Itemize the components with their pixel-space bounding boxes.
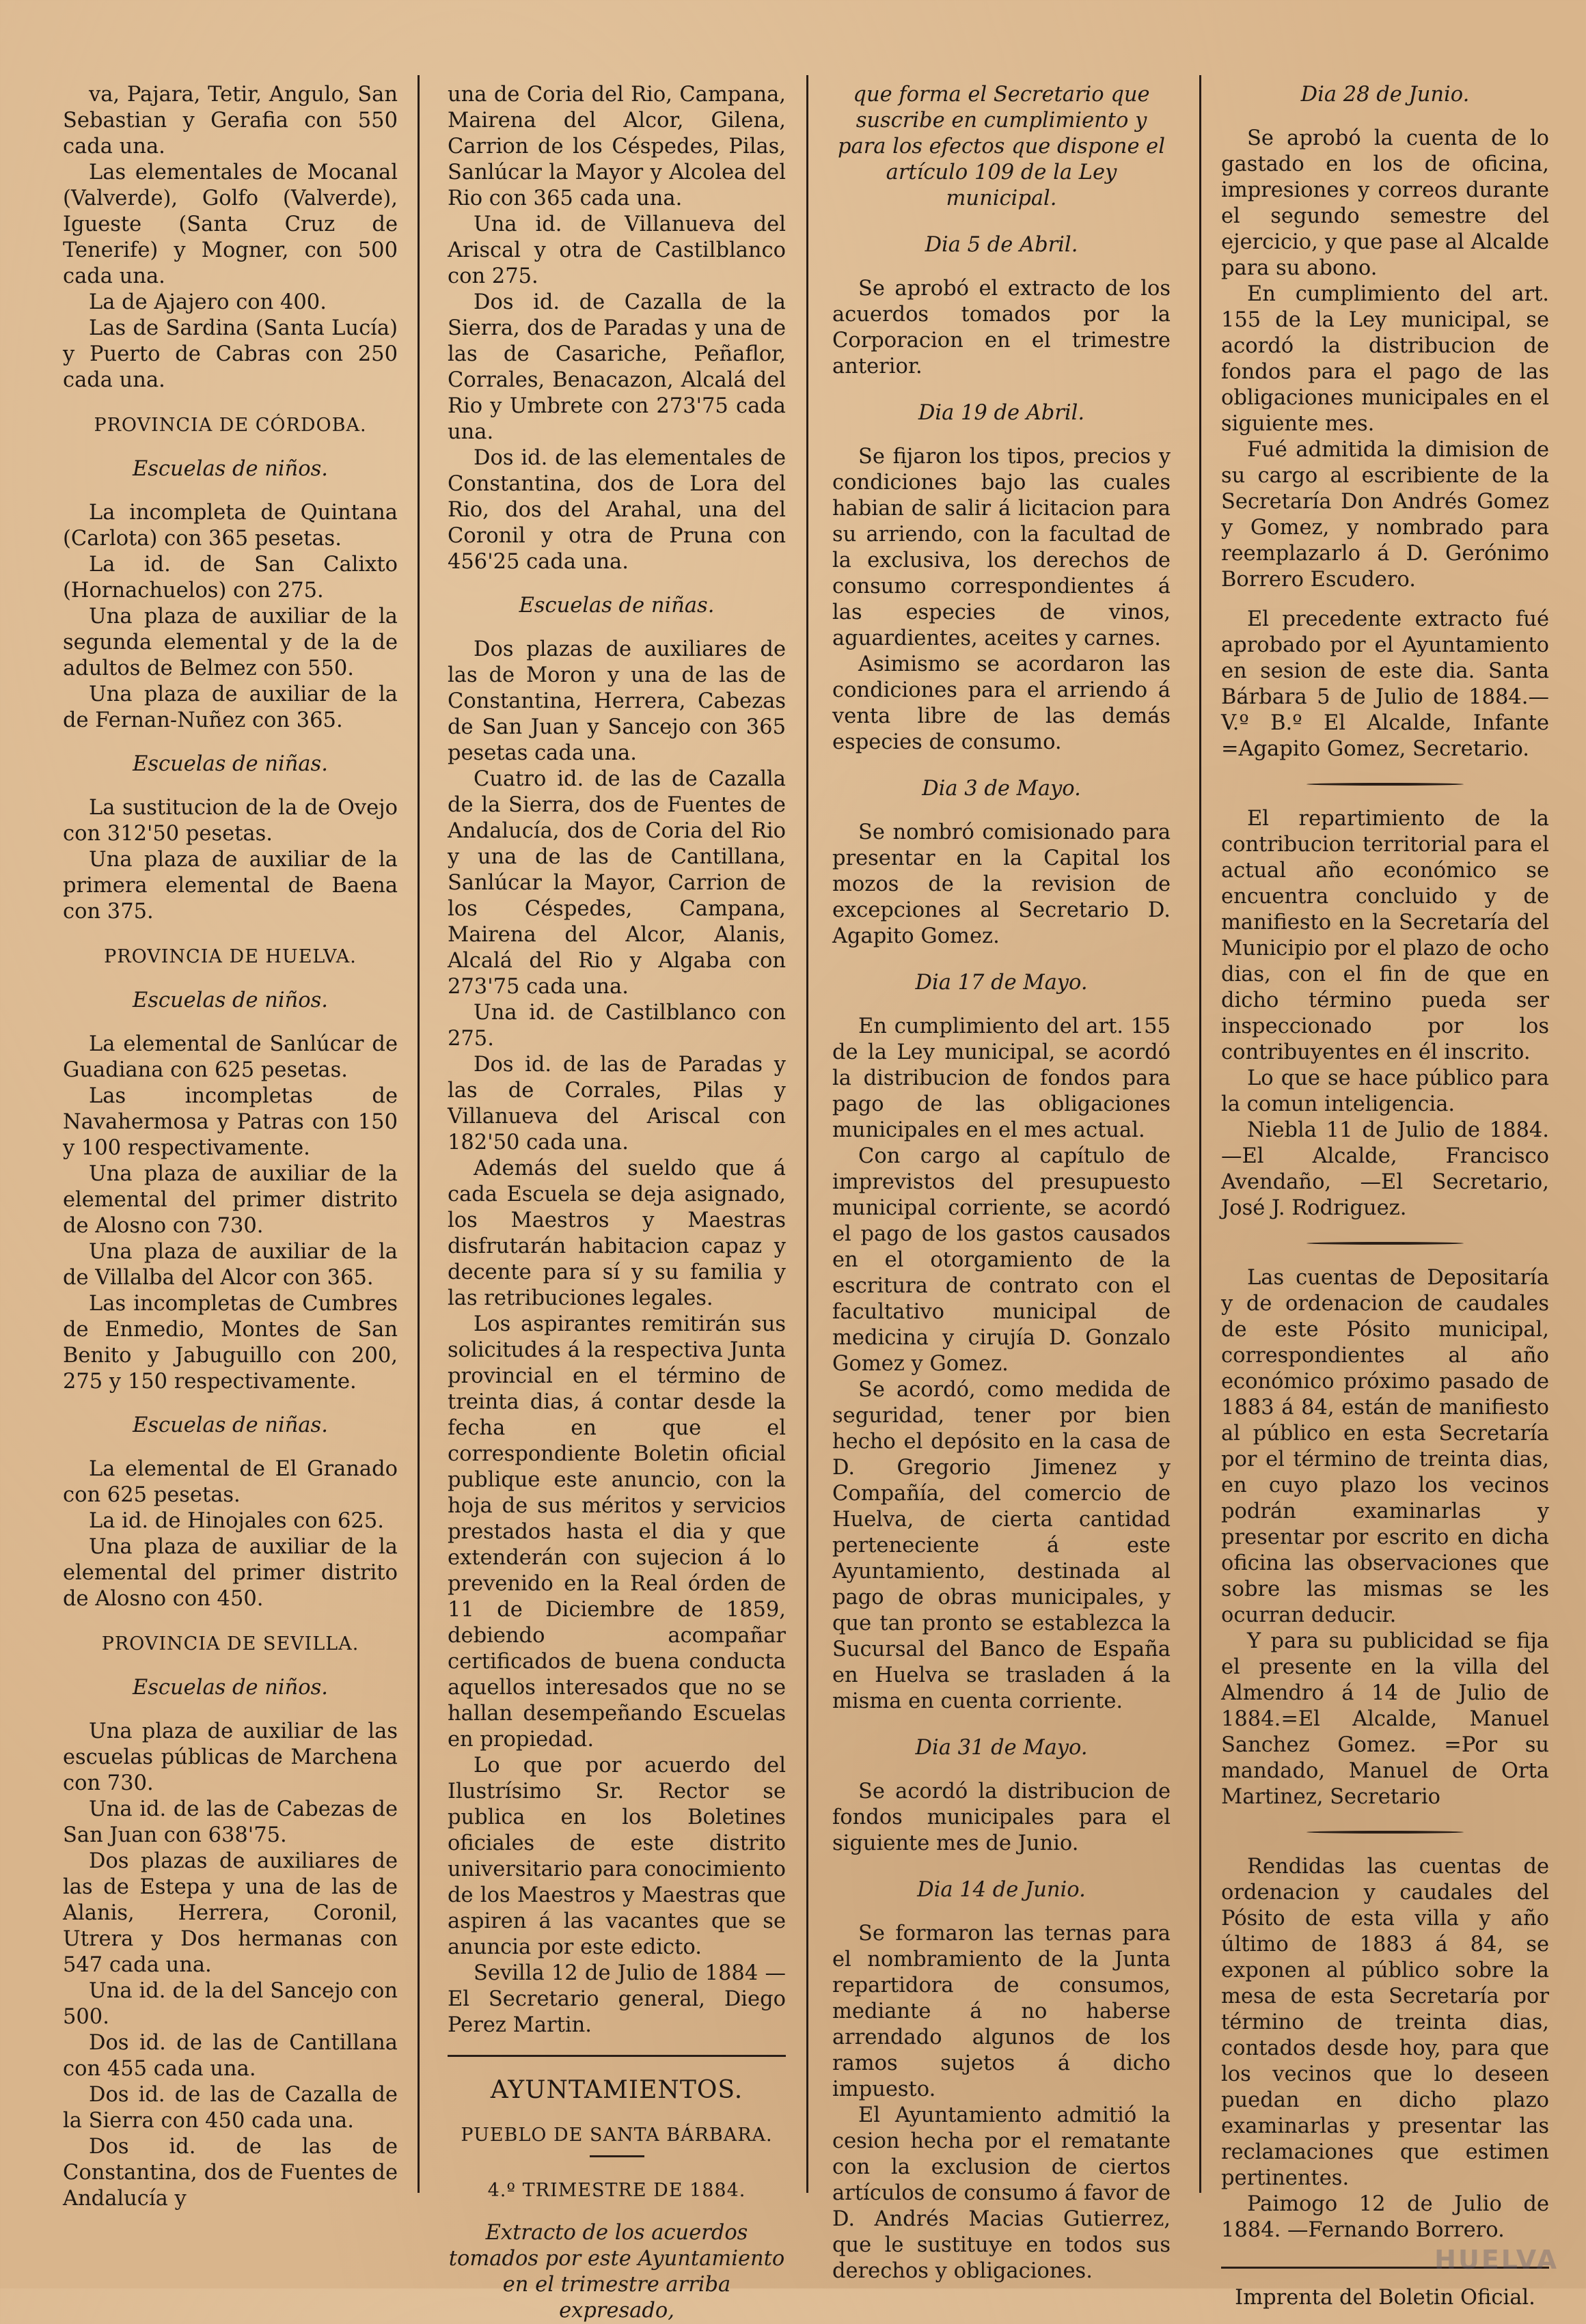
ayuntamientos-heading: AYUNTAMIENTOS. xyxy=(490,2076,743,2104)
date-heading: Dia 3 de Mayo. xyxy=(922,777,1081,801)
text-paragraph: Rendidas las cuentas de ordenacion y caudales del Pósito de esta villa y año último de 1883 á 84, se exponen al público sobre la mesa de esta Secretaría por término de treinta dias, contados desde hoy, para que los vecinos que lo deseen puedan en dicho plazo examinarlas y presentar las reclamaciones que estimen pertinentes. xyxy=(1221,1855,1549,2190)
text-paragraph: Una id. de la del Sancejo con 500. xyxy=(63,1979,398,2029)
text-paragraph: Una plaza de auxiliar de la elemental del primer distrito de Alosno con 450. xyxy=(63,1535,398,1611)
divider xyxy=(590,2155,644,2157)
column-rule-1 xyxy=(418,75,420,2193)
text-paragraph: Se nombró comisionado para presentar en la Capital los mozos de la revision de excepciones al Secretario D. Agapito Gomez. xyxy=(832,820,1171,948)
subsection-heading: Escuelas de niños. xyxy=(133,457,328,481)
text-paragraph: Dos plazas de auxiliares de las de Estepa y una de las de Alanis, Herrera, Coronil, Utrera y Dos hermanas con 547 cada una. xyxy=(63,1849,398,1977)
text-paragraph: una de Coria del Rio, Campana, Mairena del Alcor, Gilena, Carrion de los Céspedes, Pilas, Sanlúcar la Mayor y Alcolea del Rio con 365 cada una. xyxy=(448,83,786,210)
text-paragraph: que forma el Secretario que suscribe en cumplimiento y para los efectos que dispone el artículo 109 de la Ley municipal. xyxy=(838,83,1165,210)
text-paragraph: Dos id. de las elementales de Constantina, dos de Lora del Rio, dos del Arahal, una del Coronil y otra de Pruna con 456'25 cada una. xyxy=(448,446,786,574)
column-1 xyxy=(63,82,398,2212)
text-paragraph: Una id. de las de Cabezas de San Juan con 638'75. xyxy=(63,1797,398,1847)
text-paragraph: Dos id. de las de Cazalla de la Sierra con 450 cada una. xyxy=(63,2083,398,2133)
text-paragraph: Con cargo al capítulo de imprevistos del presupuesto municipal corriente, se acordó el pago de los gastos causados en el otorgamiento de la escritura de contrato con el facultativo municipal de medicina y cirujía D. Gonzalo Gomez y Gomez. xyxy=(832,1144,1171,1376)
subsection-heading: Escuelas de niños. xyxy=(133,1676,328,1700)
subsection-heading: Escuelas de niñas. xyxy=(133,1413,328,1437)
column-3 xyxy=(832,82,1171,2284)
column-rule-2 xyxy=(806,75,808,2193)
date-heading: Dia 5 de Abril. xyxy=(925,233,1078,257)
text-paragraph: Los aspirantes remitirán sus solicitudes á la respectiva Junta provincial en el término de treinta dias, á contar desde la fecha en que el correspondiente Boletin oficial publique este anuncio, con la hoja de sus méritos y servicios prestados hasta el dia y que extenderán con sujecion á lo prevenido en la Real órden de 11 de Diciembre de 1859, debiendo acompañar certificados de buena conducta aquellos interesados que no se hallan desempeñando Escuelas en propiedad. xyxy=(448,1312,786,1752)
ornament-divider xyxy=(1307,783,1464,786)
text-paragraph: Una plaza de auxiliar de la de Fernan-Nuñez con 365. xyxy=(63,682,398,732)
text-paragraph: Una plaza de auxiliar de la elemental del primer distrito de Alosno con 730. xyxy=(63,1162,398,1238)
text-paragraph: El precedente extracto fué aprobado por el Ayuntamiento en sesion de este dia. Santa Bárbara 5 de Julio de 1884.—V.º B.º El Alcalde, Infante =Agapito Gomez, Secretario. xyxy=(1221,607,1549,761)
text-paragraph: Además del sueldo que á cada Escuela se deja asignado, los Maestros y Maestras disfrutarán habitacion capaz y decente para sí y su familia y las retribuciones legales. xyxy=(448,1157,786,1310)
section-heading: PROVINCIA DE HUELVA. xyxy=(104,946,357,967)
text-paragraph: Paimogo 12 de Julio de 1884. —Fernando Borrero. xyxy=(1221,2192,1549,2242)
text-paragraph: Las de Sardina (Santa Lucía) y Puerto de Cabras con 250 cada una. xyxy=(63,316,398,392)
text-paragraph: Las incompletas de Navahermosa y Patras con 150 y 100 respectivamente. xyxy=(63,1084,398,1160)
section-heading: PROVINCIA DE SEVILLA. xyxy=(101,1633,359,1655)
text-paragraph: Una id. de Castilblanco con 275. xyxy=(448,1001,786,1051)
text-paragraph: La id. de Hinojales con 625. xyxy=(89,1509,384,1533)
text-paragraph: Lo que se hace público para la comun inteligencia. xyxy=(1221,1066,1549,1116)
text-paragraph: Una plaza de auxiliar de la primera elemental de Baena con 375. xyxy=(63,848,398,924)
date-heading: Dia 14 de Junio. xyxy=(917,1878,1086,1902)
section-heading: 4.º TRIMESTRE DE 1884. xyxy=(487,2180,746,2201)
column-2 xyxy=(448,82,786,2324)
section-heading: PROVINCIA DE CÓRDOBA. xyxy=(94,415,367,436)
subsection-heading: Escuelas de niños. xyxy=(133,988,328,1012)
text-paragraph: Extracto de los acuerdos tomados por este Ayuntamiento en el trimestre arriba expresado, xyxy=(448,2221,785,2323)
text-paragraph: La id. de San Calixto (Hornachuelos) con 275. xyxy=(63,553,398,603)
text-paragraph: Dos id. de Cazalla de la Sierra, dos de Paradas y una de las de Casariche, Peñaflor, Corrales, Benacazon, Alcalá del Rio y Umbrete con 273'75 cada una. xyxy=(448,290,786,444)
text-paragraph: Las cuentas de Depositaría y de ordenacion de caudales de este Pósito municipal, correspondientes al año económico próximo pasado de 1883 á 84, están de manifiesto al público en esta Secretaría por el término de treinta dias, en cuyo plazo los vecinos podrán examinarlas y presentar por escrito en dicha oficina las observaciones que sobre las mismas se les ocurran deducir. xyxy=(1221,1266,1549,1627)
date-heading: Dia 19 de Abril. xyxy=(918,401,1085,425)
text-paragraph: Se aprobó el extracto de los acuerdos tomados por la Corporacion en el trimestre anterior. xyxy=(832,277,1171,378)
text-paragraph: Se acordó la distribucion de fondos municipales para el siguiente mes de Junio. xyxy=(832,1780,1171,1855)
column-4 xyxy=(1221,82,1549,2311)
text-paragraph: Dos id. de las de Cantillana con 455 cada una. xyxy=(63,2031,398,2081)
text-paragraph: Una id. de Villanueva del Ariscal y otra de Castilblanco con 275. xyxy=(448,212,786,288)
text-paragraph: Dos id. de las de Constantina, dos de Fuentes de Andalucía y xyxy=(63,2135,398,2211)
ornament-divider xyxy=(1307,1831,1464,1834)
text-paragraph: Se fijaron los tipos, precios y condiciones bajo las cuales habian de salir á licitacion para su arriendo, con la facultad de la exclusiva, los derechos de consumo correspondientes á las especies de vinos, aguardientes, aceites y carnes. xyxy=(832,445,1171,650)
watermark-logo: HUELVA xyxy=(1434,2245,1559,2275)
text-paragraph: Una plaza de auxiliar de la de Villalba del Alcor con 365. xyxy=(63,1240,398,1290)
text-paragraph: En cumplimiento del art. 155 de la Ley municipal, se acordó la distribucion de fondos para pago de las obligaciones municipales en el mes actual. xyxy=(832,1014,1171,1142)
text-paragraph: Una plaza de auxiliar de las escuelas públicas de Marchena con 730. xyxy=(63,1719,398,1795)
text-paragraph: Sevilla 12 de Julio de 1884 — El Secretario general, Diego Perez Martin. xyxy=(448,1961,786,2037)
text-paragraph: Se aprobó la cuenta de lo gastado en los de oficina, impresiones y correos durante el segundo semestre del ejercicio, y que pase al Alcalde para su abono. xyxy=(1221,126,1549,280)
text-paragraph: La de Ajajero con 400. xyxy=(89,290,327,314)
ornament-divider xyxy=(1307,1242,1464,1245)
text-paragraph: Asimismo se acordaron las condiciones para el arriendo á venta libre de las demás especies de consumo. xyxy=(832,652,1171,754)
text-paragraph: Dos id. de las de Paradas y las de Corrales, Pilas y Villanueva del Ariscal con 182'50 cada una. xyxy=(448,1053,786,1154)
text-paragraph: Y para su publicidad se fija el presente en la villa del Almendro á 14 de Julio de 1884.=El Alcalde, Manuel Sanchez Gomez. =Por su mandado, Manuel de Orta Martinez, Secretario xyxy=(1221,1629,1549,1809)
text-paragraph: Fué admitida la dimision de su cargo al escribiente de la Secretaría Don Andrés Gomez y Gomez, y nombrado para reemplazarlo á D. Gerónimo Borrero Escudero. xyxy=(1221,438,1549,592)
text-paragraph: La incompleta de Quintana (Carlota) con 365 pesetas. xyxy=(63,501,398,551)
divider xyxy=(448,2055,786,2057)
text-paragraph: Cuatro id. de las de Cazalla de la Sierra, dos de Fuentes de Andalucía, dos de Coria del Rio y una de las de Cantillana, Sanlúcar la Mayor, Carrion de los Céspedes, Campana, Mairena del Alcor, Alanis, Alcalá del Rio y Algaba con 273'75 cada una. xyxy=(448,767,786,999)
text-paragraph: La elemental de Sanlúcar de Guadiana con 625 pesetas. xyxy=(63,1032,398,1082)
text-paragraph: Se formaron las ternas para el nombramiento de la Junta repartidora de consumos, mediante á no haberse arrendado algunos de los ramos sujetos á dicho impuesto. xyxy=(832,1922,1171,2101)
text-paragraph: La elemental de El Granado con 625 pesetas. xyxy=(63,1457,398,1507)
text-paragraph: Se acordó, como medida de seguridad, tener por bien hecho el depósito en la casa de D. Gregorio Jimenez y Compañía, del comercio de Huelva, de cierta cantidad perteneciente á este Ayuntamiento, destinada al pago de obras municipales, y que tan pronto se establezca la Sucursal del Banco de España en Huelva se trasladen á la misma en cuenta corriente. xyxy=(832,1378,1171,1713)
date-heading: Dia 17 de Mayo. xyxy=(915,971,1088,995)
date-heading: Dia 28 de Junio. xyxy=(1300,83,1470,107)
subsection-heading: Escuelas de niñas. xyxy=(133,752,328,776)
text-paragraph: Una plaza de auxiliar de la segunda elemental y de la de adultos de Belmez con 550. xyxy=(63,605,398,680)
section-heading: PUEBLO DE SANTA BÁRBARA. xyxy=(461,2125,773,2146)
text-paragraph: Lo que por acuerdo del Ilustrísimo Sr. Rector se publica en los Boletines oficiales de este distrito universitario para conocimiento de los Maestros y Maestras que aspiren á las vacantes que se anuncia por este edicto. xyxy=(448,1754,786,1959)
date-heading: Dia 31 de Mayo. xyxy=(915,1736,1088,1760)
text-paragraph: Las elementales de Mocanal (Valverde), Golfo (Valverde), Igueste (Santa Cruz de Tenerife) y Mogner, con 500 cada una. xyxy=(63,161,398,288)
text-paragraph: El Ayuntamiento admitió la cesion hecha por el rematante con la exclusion de ciertos artículos de consumo á favor de D. Andrés Macias Gutierrez, que le sustituye en todos sus derechos y obligaciones. xyxy=(832,2103,1171,2283)
text-paragraph: En cumplimiento del art. 155 de la Ley municipal, se acordó la distribucion de fondos para el pago de las obligaciones municipales en el siguiente mes. xyxy=(1221,282,1549,436)
text-paragraph: va, Pajara, Tetir, Angulo, San Sebastian y Gerafia con 550 cada una. xyxy=(63,83,398,158)
text-paragraph: Niebla 11 de Julio de 1884.—El Alcalde, Francisco Avendaño, —El Secretario, José J. Rodriguez. xyxy=(1221,1118,1549,1220)
printer-footer: Imprenta del Boletin Oficial. xyxy=(1235,2286,1535,2310)
text-paragraph: Dos plazas de auxiliares de las de Moron y una de las de Constantina, Herrera, Cabezas de San Juan y Sancejo con 365 pesetas cada una. xyxy=(448,637,786,765)
text-paragraph: El repartimiento de la contribucion territorial para el actual año económico se encuentra concluido y de manifiesto en la Secretaría del Municipio por el plazo de ocho dias, con el fin de que en dicho término pueda ser inspeccionado por los contribuyentes en él inscrito. xyxy=(1221,807,1549,1064)
text-paragraph: Las incompletas de Cumbres de Enmedio, Montes de San Benito y Jabuguillo con 200, 275 y 150 respectivamente. xyxy=(63,1292,398,1394)
text-paragraph: La sustitucion de la de Ovejo con 312'50 pesetas. xyxy=(63,796,398,846)
subsection-heading: Escuelas de niñas. xyxy=(519,594,715,618)
column-rule-3 xyxy=(1199,75,1201,2193)
